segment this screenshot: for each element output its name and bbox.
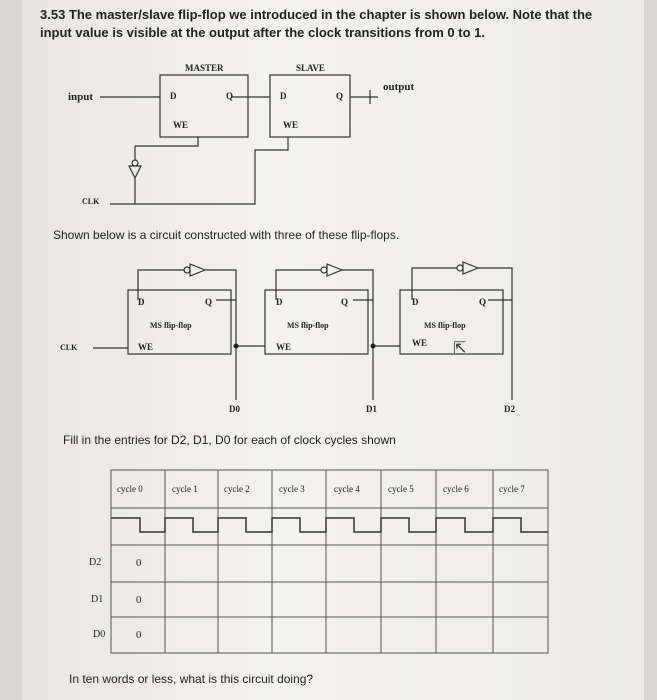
row-label-d2: D2 <box>89 557 102 568</box>
ms-clk-label: CLK <box>82 197 100 206</box>
ff2-d-label: D <box>412 297 419 307</box>
slave-box <box>270 75 350 137</box>
slave-we-label: WE <box>283 120 299 130</box>
ff0-name: MS flip-flop <box>150 321 192 330</box>
table-intro: Fill in the entries for D2, D1, D0 for each of clock cycles shown <box>63 433 396 447</box>
master-label: MASTER <box>185 63 224 73</box>
output-label: output <box>383 81 415 93</box>
row-label-d1: D1 <box>91 594 104 605</box>
circuit-intro: Shown below is a circuit constructed with three of these flip-flops. <box>53 228 400 242</box>
cycle-header-4: cycle 4 <box>334 484 360 494</box>
master-q-label: Q <box>226 91 234 101</box>
cycle-header-6: cycle 6 <box>443 484 469 494</box>
cell-d1-cycle0: 0 <box>136 594 142 606</box>
cell-d0-cycle0: 0 <box>136 629 142 641</box>
ff1-d-label: D <box>276 297 283 307</box>
cycle-header-7: cycle 7 <box>499 484 525 494</box>
ff2-name: MS flip-flop <box>424 321 466 330</box>
ff1-we-label: WE <box>276 342 292 352</box>
cycle-header-2: cycle 2 <box>224 484 250 494</box>
circuit-clk-label: CLK <box>60 343 78 352</box>
master-d-label: D <box>170 91 177 101</box>
cycle-header-3: cycle 3 <box>279 484 305 494</box>
d1-label: D1 <box>366 404 377 414</box>
cycle-header-0: cycle 0 <box>117 484 143 494</box>
d2-label: D2 <box>504 404 515 414</box>
master-we-label: WE <box>173 120 189 130</box>
slave-label: SLAVE <box>296 63 325 73</box>
ff0-d-label: D <box>138 297 145 307</box>
cycle-header-5: cycle 5 <box>388 484 414 494</box>
final-question: In ten words or less, what is this circuit doing? <box>69 672 314 686</box>
cycle-header-1: cycle 1 <box>172 484 198 494</box>
ff2-we-label: WE <box>412 338 428 348</box>
row-label-d0: D0 <box>93 629 106 640</box>
ff0-we-label: WE <box>138 342 154 352</box>
mouse-cursor-icon: ⇱ <box>453 340 467 357</box>
ff2-q-label: Q <box>479 297 487 307</box>
d0-label: D0 <box>229 404 240 414</box>
ff0-q-label: Q <box>205 297 213 307</box>
cell-d2-cycle0: 0 <box>136 557 142 569</box>
ff1-q-label: Q <box>341 297 349 307</box>
ff1-name: MS flip-flop <box>287 321 329 330</box>
slave-q-label: Q <box>336 91 344 101</box>
question-line-1: 3.53 The master/slave flip-flop we introduced in the chapter is shown below. Note that the <box>40 7 593 22</box>
slave-d-label: D <box>280 91 287 101</box>
question-line-2: input value is visible at the output after the clock transitions from 0 to 1. <box>40 25 485 40</box>
input-label: input <box>68 91 94 103</box>
